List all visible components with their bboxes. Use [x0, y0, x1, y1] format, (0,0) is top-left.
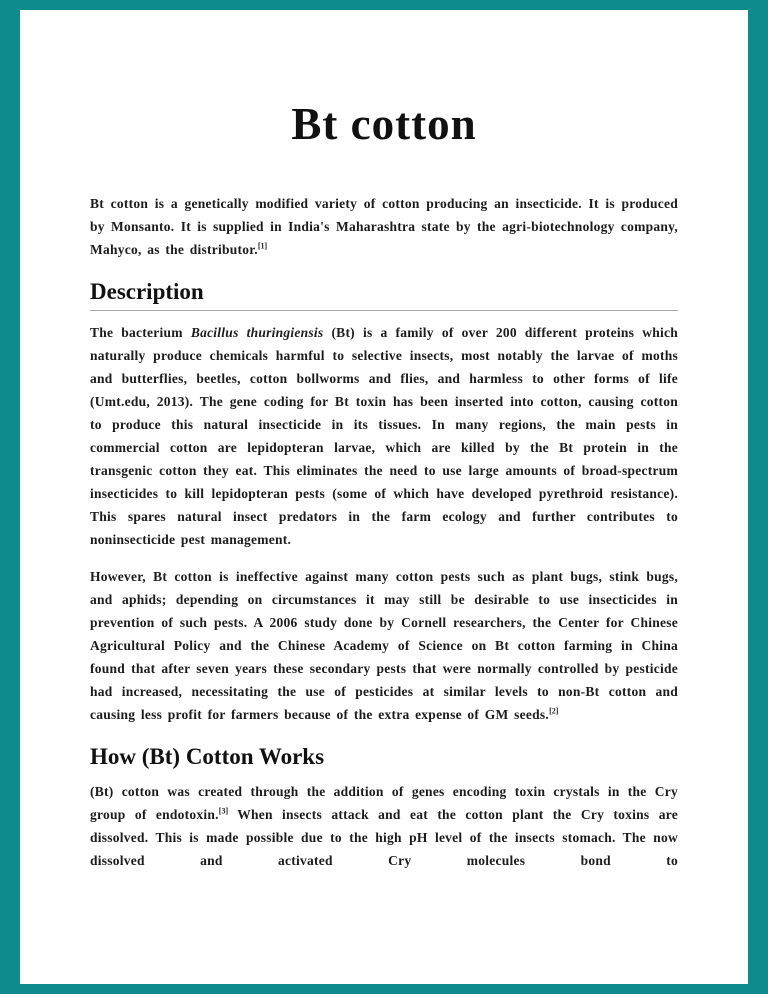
- intro-paragraph: [90, 192, 678, 261]
- description-paragraph-1-post: (Bt) is a family of over 200 different proteins which naturally produce chemicals harmful to selective insects, most notably the larvae of moths and butterflies, beetles, cotton bollworms and flies, and harmless to other forms of life (Umt.edu, 2013). The gene coding for Bt toxin has been inserted into cotton, causing cotton to produce this natural insecticide in its tissues. In many regions, the main pests in commercial cotton are lepidopteran larvae, which are killed by the Bt protein in the transgenic cotton they eat. This eliminates the need to use large amounts of broad-spectrum insecticides to kill lepidopteran pests (some of which have developed pyrethroid resistance). This spares natural insect predators in the farm ecology and further contributes to noninsecticide pest management.: [90, 325, 678, 547]
- description-paragraph-1-pre: The bacterium: [90, 325, 191, 340]
- how-paragraph-post: When insects attack and eat the cotton plant the Cry toxins are dissolved. This is made possible due to the high pH level of the insects stomach. The now dissolved and activated Cry molecules bond to: [90, 807, 678, 868]
- how-paragraph-pre: (Bt) cotton was created through the addition of genes encoding toxin crystals in the Cry group of endotoxin.: [90, 784, 678, 822]
- description-paragraph-1: [90, 321, 678, 551]
- footnote-ref-3: [3]: [218, 806, 229, 816]
- section-heading-how-bt-cotton-works: How (Bt) Cotton Works: [90, 744, 325, 769]
- intro-text: Bt cotton is a genetically modified variety of cotton producing an insecticide. It is produced by Monsanto. It is supplied in India's Maharashtra state by the agri-biotechnology company, Mahyco, as the distributor.: [90, 196, 678, 257]
- species-name-italic: Bacillus thuringiensis: [190, 325, 324, 340]
- how-paragraph: [90, 780, 678, 872]
- description-paragraph-2: [90, 565, 678, 726]
- footnote-ref-1: [1]: [257, 241, 268, 251]
- section-heading-description: Description: [90, 279, 678, 311]
- document-page: [20, 10, 748, 984]
- description-paragraph-2-text: However, Bt cotton is ineffective against many cotton pests such as plant bugs, stink bugs, and aphids; depending on circumstances it may still be desirable to use insecticides in prevention of such pests. A 2006 study done by Cornell researchers, the Center for Chinese Agricultural Policy and the Chinese Academy of Science on Bt cotton farming in China found that after seven years these secondary pests that were normally controlled by pesticide had increased, necessitating the use of pesticides at similar levels to non-Bt cotton and causing less profit for farmers because of the extra expense of GM seeds.: [90, 569, 678, 722]
- document-title: Bt cotton: [291, 99, 477, 149]
- footnote-ref-2: [2]: [549, 706, 559, 716]
